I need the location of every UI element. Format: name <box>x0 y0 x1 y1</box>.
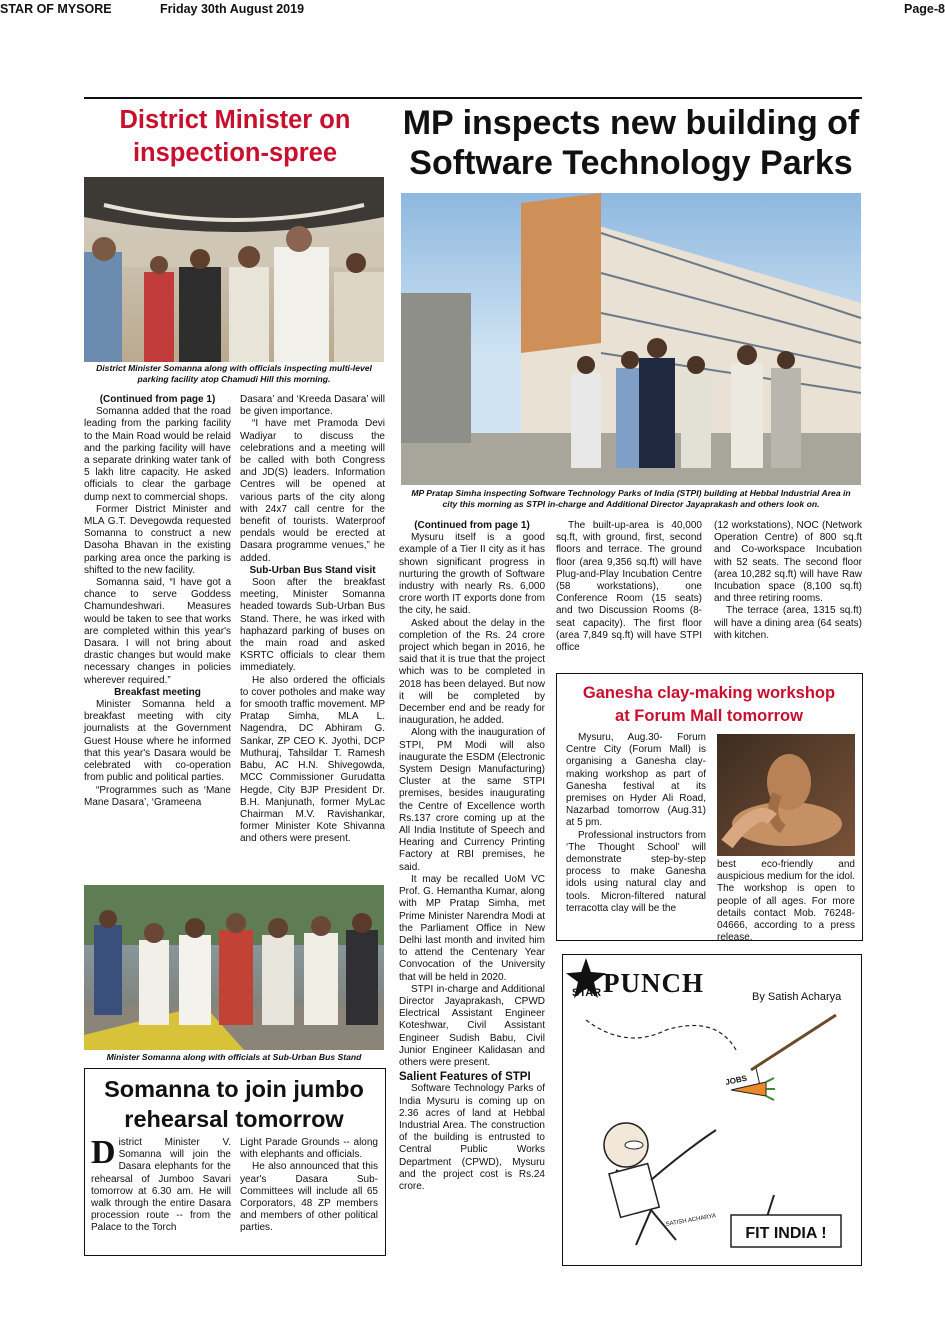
paragraph: Mysuru itself is a good example of a Tier II city as it has shown significant progress in nurturing the growth of Software industry with nearly Rs. 6,000 crore worth IT exports done from the city, he said. <box>399 532 545 617</box>
story1-photo-2 <box>84 885 384 1050</box>
story1-column-1 <box>84 394 231 882</box>
story3-column-1 <box>566 732 706 932</box>
story3-column-2 <box>717 859 855 944</box>
paragraph: Professional instructors from ‘The Thought School’ will demonstrate step-by-step process to make Ganesha idols using natural clay and tools. Micron-filtered natural terracotta clay will be the <box>566 829 706 914</box>
story4-column-2 <box>240 1137 378 1252</box>
story2-headline-line1: MP inspects new building of <box>402 104 860 142</box>
cartoonist-signature: SATISH ACHARYA <box>665 1213 717 1228</box>
masthead-rule <box>84 97 862 99</box>
paragraph: Former District Minister and MLA G.T. Devegowda requested Somanna to construct a new Dasoha Bhavan in the existing parking area once the parking is shifted to the new facility. <box>84 503 231 576</box>
subheading-salient-features: Salient Features of STPI <box>399 1071 531 1084</box>
story1-column-2 <box>240 394 385 882</box>
paragraph: (12 workstations), NOC (Network Operation Centre) of 800 sq.ft and Co-workspace Incubation with 52 seats. The second floor (area 10,282 sq.ft) will have Raw Incubation space (8,100 sq.ft) and three retiring rooms. <box>714 520 862 605</box>
story4-headline-line1: Somanna to join jumbo <box>104 1076 364 1102</box>
paragraph: The built-up-area is 40,000 sq.ft, with ground, first, second floors and terrace. The ground floor (area 9,356 sq.ft) will have Plug-and-Play Incubation Centre (58 workstations), one Conference Room (15 seats) and two Discussion Rooms (8-seat capacity). The first floor (area 7,849 sq.ft) will have STPI office <box>556 520 702 654</box>
story2-column-3 <box>714 520 862 660</box>
story2-caption-line2: city this morning as STPI in-charge and Additional Director Jayaprakash and others look on. <box>442 499 820 509</box>
fit-india-sign: FIT INDIA ! <box>745 1225 827 1242</box>
cartoon-logo-star: STAR <box>572 987 602 999</box>
paragraph: Software Technology Parks of India Mysuru is coming up on 2.36 acres of land at Hebbal Industrial Area. The construction of the building is entrusted to Central Public Works Department (CPWD), Mysuru and the project cost is Rs.24 crore. <box>399 1083 545 1192</box>
story1-headline <box>84 104 386 170</box>
story2-headline-line2: Software Technology Parks <box>409 144 853 182</box>
paragraph: Asked about the delay in the completion of the Rs. 24 crore project which began in 2016, he said that it is true that the project which was to be completed in 2018 has been delayed. But now it will be completed by December end and be ready for inauguration, he added. <box>399 617 545 727</box>
story2-photo <box>401 193 861 485</box>
paragraph: The terrace (area, 1315 sq.ft) will have a dining area (64 seats) with kitchen. <box>714 605 862 641</box>
paragraph: “Programmes such as ‘Mane Mane Dasara’, ‘Grameena <box>84 784 231 808</box>
paragraph: “I have met Pramoda Devi Wadiyar to discuss the celebrations and a meeting will be called with both Congress and JD(S) leaders. Information Centres will be opened at various parts of the city along with 24x7 call centre for the benefit of tourists. Waterproof pendals would be erected at Dasara programme venues,” he added. <box>240 418 385 564</box>
subheading-breakfast-meeting: Breakfast meeting <box>114 686 201 698</box>
paragraph: Minister Somanna held a breakfast meeting with city journalists at the Government Guest House where he informed that this year's Dasara would be celebrated with co-operation from public and political parties. <box>84 699 231 784</box>
paragraph: istrict Minister V. Somanna will join the Dasara elephants for the rehearsal of Jumboo Savari tomorrow at 6.30 am. He will walk through the entire Dasara procession route -- from the Palace to the Torch <box>91 1137 231 1234</box>
ganesha-clay-photo <box>717 734 855 856</box>
story4-column-1 <box>91 1134 231 1252</box>
carrot-label: JOBS <box>724 1073 748 1087</box>
story1-photo <box>84 177 384 362</box>
publication-name: STAR OF MYSORE <box>0 2 112 16</box>
cartoon-illustration <box>566 1010 856 1260</box>
paragraph: Somanna added that the road leading from the parking facility to the Main Road would be relaid and the parking facility will have a separate drinking water tank of 5 lakh litre capacity. He asked officials to clear the garbage dump next to commercial shops. <box>84 406 231 503</box>
story3-headline-line2: at Forum Mall tomorrow <box>615 707 803 725</box>
paragraph: Dasara’ and ‘Kreeda Dasara’ will be given importance. <box>240 394 385 418</box>
story3-headline <box>560 682 858 728</box>
story1-caption-line1: District Minister Somanna along with officials inspecting multi-level <box>96 363 372 373</box>
paragraph: He also ordered the officials to cover potholes and make way for smooth traffic movement. MP Pratap Simha, MLA L. Nagendra, DC Abhiram G. Sankar, ZP CEO K. Jyothi, DCP Muthuraj, Tahsildar T. Ramesh Babu, AC H.N. Shivegowda, MCC Commissioner Gurudatta Hegde, City BJP President Dr. B.H. Manjunath, former MyLac Chairman M.V. Ravishankar, former Minister Kote Shivanna and others were present. <box>240 674 385 845</box>
paragraph: Mysuru, Aug.30- Forum Centre City (Forum Mall) is organising a Ganesha clay-making workshop as part of Ganesha festival at its premises on Hyder Ali Road, Nazarbad tomorrow (Aug.31) at 5 pm. <box>566 732 706 829</box>
story3-headline-line1: Ganesha clay-making workshop <box>582 684 836 702</box>
issue-date: Friday 30th August 2019 <box>160 2 305 16</box>
story2-headline <box>398 103 864 183</box>
story2-column-2 <box>556 520 702 660</box>
paragraph: STPI in-charge and Additional Director Jayaprakash, CPWD Electrical Assistant Engineer Koteshwar, Civil Assistant Engineer Sudish Babu, Civil Junior Engineer Kalidasan and others were present. <box>399 983 545 1068</box>
paragraph: Along with the inauguration of STPI, PM Modi will also inaugurate the ESDM (Electronic System Design Manufacturing) Cluster at the same STPI premises, besides inaugurating the Centre of Excellence worth Rs.137 crore coming up at the All India Institute of Speech and Hearing and Currency Printing Factory at RBI premises, he said. <box>399 727 545 873</box>
paragraph: He also announced that this year's Dasara Sub-Committees will include all 65 Corporators, 48 ZP members and members of other political parties. <box>240 1161 378 1234</box>
story4-headline <box>88 1074 380 1134</box>
subheading-bus-stand: Sub-Urban Bus Stand visit <box>249 564 376 576</box>
cartoon-logo-punch: PUNCH <box>603 968 704 998</box>
continued-label: (Continued from page 1) <box>99 394 216 405</box>
paragraph: It may be recalled UoM VC Prof. G. Hemantha Kumar, along with MP Pratap Simha, met Prime Minister Narendra Modi at the Parliament Office in New Delhi last month and invited him to attend the Centenary Year Convocation of the University that will be held in 2020. <box>399 873 545 983</box>
story2-photo-caption <box>398 488 864 510</box>
paragraph: Soon after the breakfast meeting, Minister Somanna headed towards Sub-Urban Bus Stand. There, he was irked with haphazard parking of buses on the main road and asked KSRTC officials to clear them immediately. <box>240 577 385 674</box>
cartoon-byline: By Satish Acharya <box>752 991 842 1003</box>
story1-photo-2-caption: Minister Somanna along with officials at Sub-Urban Bus Stand <box>106 1052 362 1062</box>
paragraph: Somanna said, “I have got a chance to serve Goddess Chamundeshwari. Measures would be taken to see that works are completed within this year's Dasara. I will not bring about drastic changes but would make necessary changes in policies wherever required.” <box>84 577 231 686</box>
story4-headline-line2: rehearsal tomorrow <box>124 1106 344 1132</box>
story1-caption-line2: parking facility atop Chamudi Hill this morning. <box>137 374 331 384</box>
masthead <box>0 0 945 18</box>
story2-column-1 <box>399 520 545 1264</box>
paragraph: Light Parade Grounds -- along with elephants and officials. <box>240 1137 378 1161</box>
story2-caption-line1: MP Pratap Simha inspecting Software Technology Parks of India (STPI) building at Hebbal Industrial Area in <box>411 488 851 498</box>
story1-photo-caption <box>84 363 384 385</box>
continued-label: (Continued from page 1) <box>414 520 530 531</box>
page-number: Page-8 <box>904 2 945 16</box>
dropcap: D <box>91 1134 116 1171</box>
story1-headline-line1: District Minister on <box>119 106 351 134</box>
paragraph: best eco-friendly and auspicious medium for the idol. The workshop is open to people of all ages. For more details contact Mob. 76248-04666, according to a press release. <box>717 859 855 944</box>
story1-headline-line2: inspection-spree <box>132 139 338 167</box>
